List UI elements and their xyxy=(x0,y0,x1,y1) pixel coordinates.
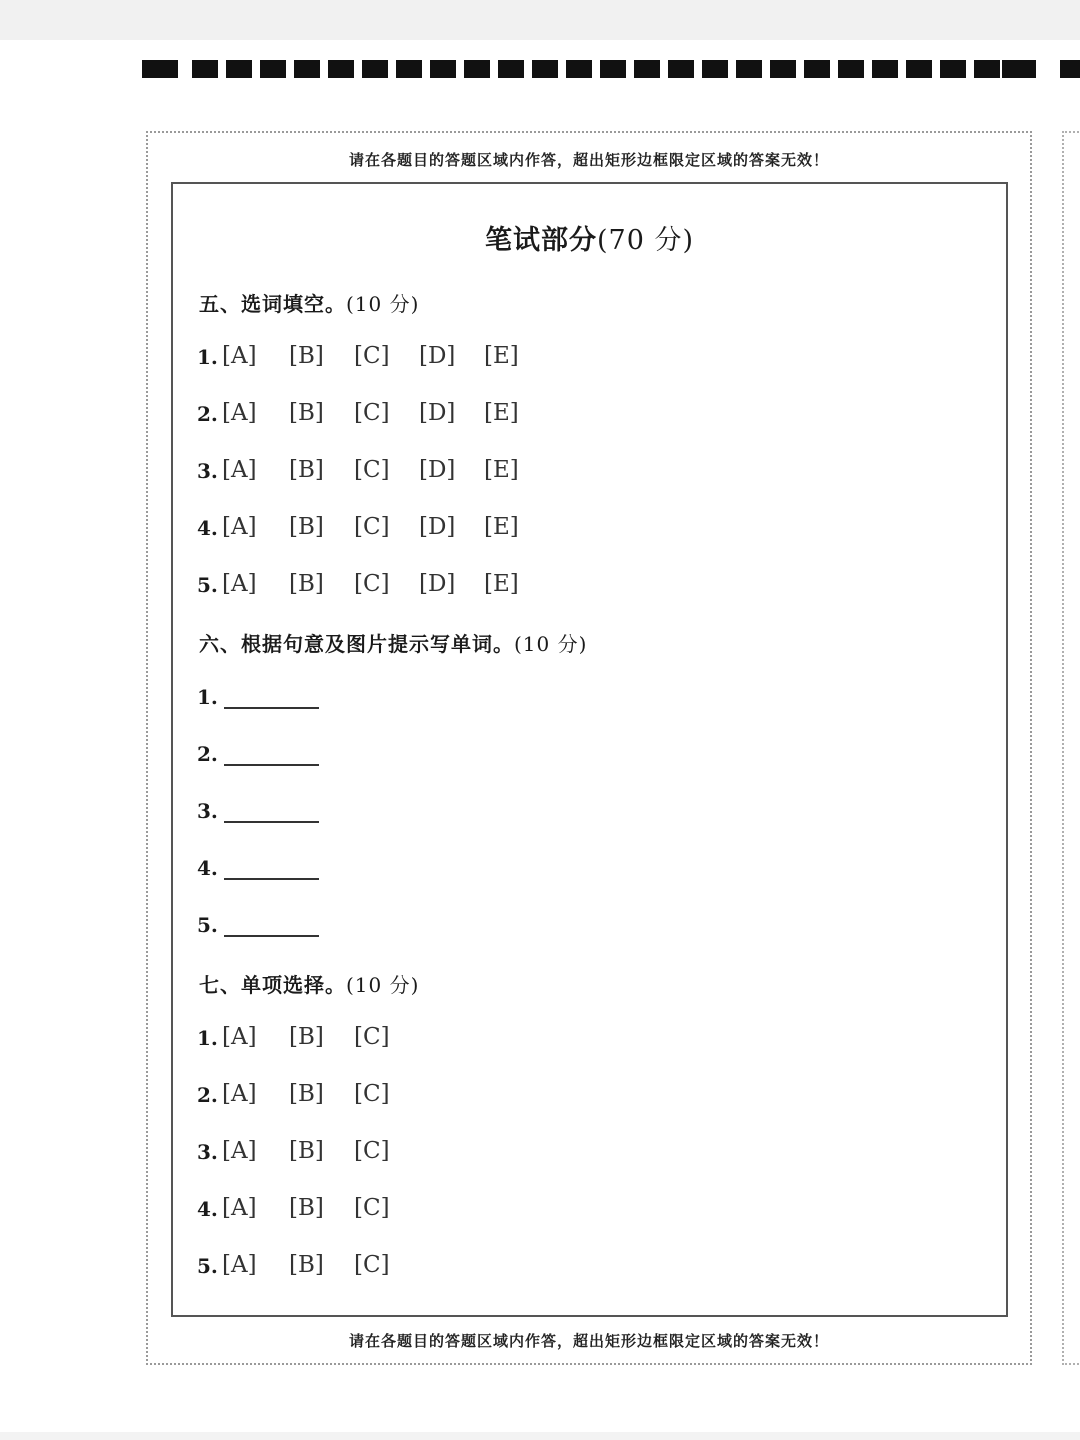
timing-mark xyxy=(566,60,592,78)
timing-mark xyxy=(1060,60,1080,78)
question-row xyxy=(197,1197,597,1227)
answer-bubble[interactable]: [A] xyxy=(222,1081,257,1107)
answer-bubble[interactable]: [A] xyxy=(222,1195,257,1221)
page-title xyxy=(171,218,1008,257)
answer-bubble[interactable]: [C] xyxy=(354,1252,390,1278)
section-points: (10 分) xyxy=(514,632,588,656)
question-number: 1. xyxy=(197,1026,218,1050)
answer-bubble[interactable]: [A] xyxy=(222,1252,257,1278)
answer-blank-line[interactable] xyxy=(224,821,319,823)
question-row xyxy=(197,742,597,772)
notice-top: 请在各题目的答题区域内作答，超出矩形边框限定区域的答案无效！ xyxy=(348,151,829,169)
answer-bubble[interactable]: [C] xyxy=(354,1081,390,1107)
section-heading-text: 五、选词填空。 xyxy=(199,292,346,316)
answer-bubble[interactable]: [C] xyxy=(354,1138,390,1164)
question-row xyxy=(197,913,597,943)
section-heading xyxy=(199,288,419,317)
section-heading xyxy=(199,969,419,998)
question-row xyxy=(197,1140,597,1170)
next-page-frame-edge xyxy=(1062,131,1080,1365)
timing-mark xyxy=(226,60,252,78)
timing-mark xyxy=(736,60,762,78)
answer-blank-line[interactable] xyxy=(224,707,319,709)
timing-mark xyxy=(192,60,218,78)
top-band xyxy=(0,0,1080,40)
timing-mark xyxy=(362,60,388,78)
answer-bubble[interactable]: [A] xyxy=(222,514,257,540)
answer-bubble[interactable]: [A] xyxy=(222,400,257,426)
timing-mark xyxy=(940,60,966,78)
question-row xyxy=(197,573,597,603)
answer-bubble[interactable]: [B] xyxy=(289,457,324,483)
answer-bubble[interactable]: [D] xyxy=(419,343,456,369)
answer-bubble[interactable]: [A] xyxy=(222,343,257,369)
answer-bubble[interactable]: [B] xyxy=(289,1195,324,1221)
question-number: 2. xyxy=(197,742,218,766)
answer-bubble[interactable]: [E] xyxy=(484,514,519,540)
question-number: 4. xyxy=(197,1197,218,1221)
answer-bubble[interactable]: [B] xyxy=(289,1081,324,1107)
question-number: 2. xyxy=(197,1083,218,1107)
timing-mark xyxy=(1002,60,1036,78)
question-number: 2. xyxy=(197,402,218,426)
timing-marks xyxy=(142,60,1080,82)
question-row xyxy=(197,1254,597,1284)
timing-mark xyxy=(668,60,694,78)
question-number: 5. xyxy=(197,1254,218,1278)
answer-bubble[interactable]: [A] xyxy=(222,571,257,597)
answer-blank-line[interactable] xyxy=(224,878,319,880)
answer-bubble[interactable]: [A] xyxy=(222,1138,257,1164)
question-row xyxy=(197,1026,597,1056)
timing-mark xyxy=(838,60,864,78)
timing-mark xyxy=(974,60,1000,78)
answer-bubble[interactable]: [B] xyxy=(289,1138,324,1164)
question-number: 1. xyxy=(197,685,218,709)
timing-mark xyxy=(260,60,286,78)
answer-bubble[interactable]: [C] xyxy=(354,343,390,369)
answer-blank-line[interactable] xyxy=(224,935,319,937)
question-row xyxy=(197,345,597,375)
timing-mark xyxy=(430,60,456,78)
question-row xyxy=(197,516,597,546)
question-number: 4. xyxy=(197,516,218,540)
timing-mark xyxy=(532,60,558,78)
answer-bubble[interactable]: [C] xyxy=(354,400,390,426)
answer-bubble[interactable]: [B] xyxy=(289,1252,324,1278)
title-points: (70 分) xyxy=(596,225,694,256)
title-text: 笔试部分 xyxy=(484,225,597,256)
answer-bubble[interactable]: [B] xyxy=(289,571,324,597)
question-number: 4. xyxy=(197,856,218,880)
question-row xyxy=(197,1083,597,1113)
question-row xyxy=(197,799,597,829)
notice-bottom: 请在各题目的答题区域内作答，超出矩形边框限定区域的答案无效！ xyxy=(348,1332,829,1350)
answer-bubble[interactable]: [C] xyxy=(354,514,390,540)
answer-bubble[interactable]: [E] xyxy=(484,571,519,597)
answer-bubble[interactable]: [A] xyxy=(222,1024,257,1050)
answer-bubble[interactable]: [E] xyxy=(484,343,519,369)
question-number: 1. xyxy=(197,345,218,369)
answer-bubble[interactable]: [C] xyxy=(354,457,390,483)
timing-mark xyxy=(396,60,422,78)
question-row xyxy=(197,459,597,489)
timing-mark xyxy=(464,60,490,78)
question-row xyxy=(197,402,597,432)
bottom-band xyxy=(0,1432,1080,1440)
section-points: (10 分) xyxy=(346,292,420,316)
question-number: 5. xyxy=(197,913,218,937)
answer-bubble[interactable]: [E] xyxy=(484,400,519,426)
timing-mark xyxy=(804,60,830,78)
question-row xyxy=(197,856,597,886)
timing-mark xyxy=(142,60,178,78)
timing-mark xyxy=(872,60,898,78)
section-heading-text: 七、单项选择。 xyxy=(199,973,346,997)
timing-mark xyxy=(328,60,354,78)
answer-bubble[interactable]: [D] xyxy=(419,514,456,540)
answer-bubble[interactable]: [B] xyxy=(289,1024,324,1050)
answer-blank-line[interactable] xyxy=(224,764,319,766)
timing-mark xyxy=(770,60,796,78)
section-points: (10 分) xyxy=(346,973,420,997)
answer-bubble[interactable]: [B] xyxy=(289,514,324,540)
section-heading xyxy=(199,628,587,657)
section-heading-text: 六、根据句意及图片提示写单词。 xyxy=(199,632,514,656)
answer-bubble[interactable]: [B] xyxy=(289,343,324,369)
question-number: 3. xyxy=(197,799,218,823)
answer-bubble[interactable]: [C] xyxy=(354,1195,390,1221)
timing-mark xyxy=(294,60,320,78)
timing-mark xyxy=(702,60,728,78)
question-number: 3. xyxy=(197,1140,218,1164)
answer-bubble[interactable]: [D] xyxy=(419,571,456,597)
answer-bubble[interactable]: [C] xyxy=(354,571,390,597)
timing-mark xyxy=(600,60,626,78)
answer-bubble[interactable]: [E] xyxy=(484,457,519,483)
answer-bubble[interactable]: [C] xyxy=(354,1024,390,1050)
answer-bubble[interactable]: [A] xyxy=(222,457,257,483)
timing-mark xyxy=(906,60,932,78)
question-number: 5. xyxy=(197,573,218,597)
timing-mark xyxy=(498,60,524,78)
question-number: 3. xyxy=(197,459,218,483)
answer-bubble[interactable]: [B] xyxy=(289,400,324,426)
question-row xyxy=(197,685,597,715)
answer-bubble[interactable]: [D] xyxy=(419,457,456,483)
answer-bubble[interactable]: [D] xyxy=(419,400,456,426)
timing-mark xyxy=(634,60,660,78)
